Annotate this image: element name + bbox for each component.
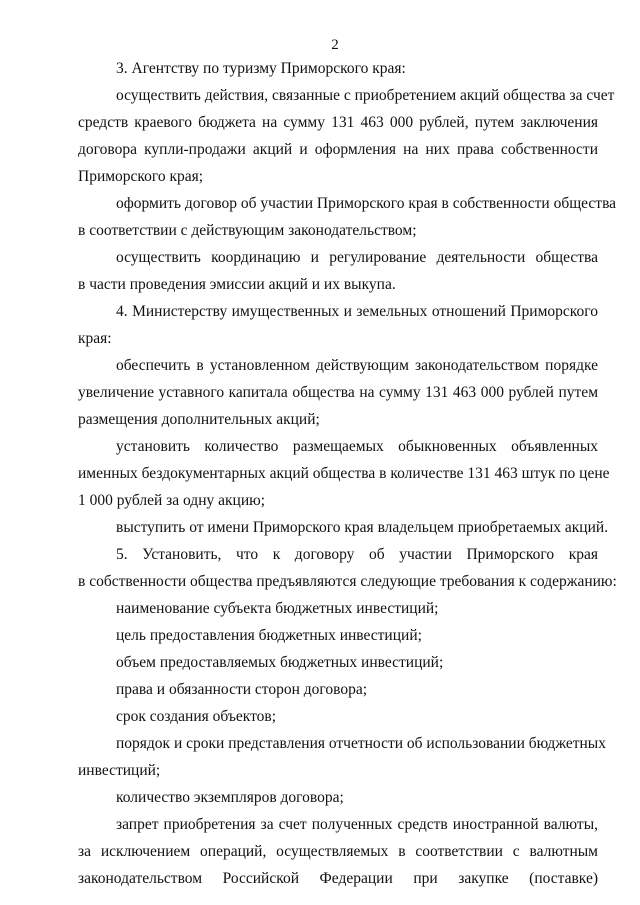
text-line: цель предоставления бюджетных инвестиций; (116, 627, 422, 644)
text-line: обеспечить в установленном действующим законодательством порядке (116, 357, 598, 374)
text-line: в собственности общества предъявляются следующие требования к содержанию: (78, 573, 617, 590)
text-line: инвестиций; (78, 762, 161, 779)
text-line: установить количество размещаемых обыкновенных объявленных (116, 438, 598, 455)
text-line: количество экземпляров договора; (116, 789, 344, 806)
text-line: договора купли-продажи акций и оформления на них права собственности (78, 141, 598, 158)
text-line: осуществить координацию и регулирование деятельности общества (116, 249, 598, 266)
text-line: Приморского края; (78, 168, 204, 185)
text-line: 3. Агентству по туризму Приморского края: (116, 60, 406, 77)
text-line: запрет приобретения за счет полученных средств иностранной валюты, (116, 816, 598, 833)
text-line: в части проведения эмиссии акций и их выкупа. (78, 276, 396, 293)
text-line: края: (78, 330, 112, 347)
text-line: наименование субъекта бюджетных инвестиций; (116, 600, 439, 617)
text-line: оформить договор об участии Приморского края в собственности общества (116, 195, 617, 212)
text-line: права и обязанности сторон договора; (116, 681, 368, 698)
document-body (0, 55, 640, 905)
text-line: порядок и сроки представления отчетности об использовании бюджетных (116, 735, 606, 752)
text-line: за исключением операций, осуществляемых в соответствии с валютным (78, 843, 598, 860)
text-line: размещения дополнительных акций; (78, 411, 320, 428)
text-line: осуществить действия, связанные с приобретением акций общества за счет (116, 87, 615, 104)
text-line: именных бездокументарных акций общества в количестве 131 463 штук по цене (78, 465, 610, 482)
page-number: 2 (331, 37, 339, 53)
text-line: срок создания объектов; (116, 708, 277, 725)
text-line: 5. Установить, что к договору об участии Приморского края (116, 546, 598, 563)
text-line: в соответствии с действующим законодательством; (78, 222, 417, 239)
text-line: выступить от имени Приморского края владельцем приобретаемых акций. (116, 519, 609, 536)
text-line: объем предоставляемых бюджетных инвестиций; (116, 654, 444, 671)
text-line: законодательством Российской Федерации при закупке (поставке) (78, 870, 598, 887)
text-line: увеличение уставного капитала общества на сумму 131 463 000 рублей путем (78, 384, 598, 401)
text-line: 4. Министерству имущественных и земельных отношений Приморского (116, 303, 598, 320)
text-line: средств краевого бюджета на сумму 131 463 000 рублей, путем заключения (78, 114, 598, 131)
text-line: 1 000 рублей за одну акцию; (78, 492, 265, 509)
